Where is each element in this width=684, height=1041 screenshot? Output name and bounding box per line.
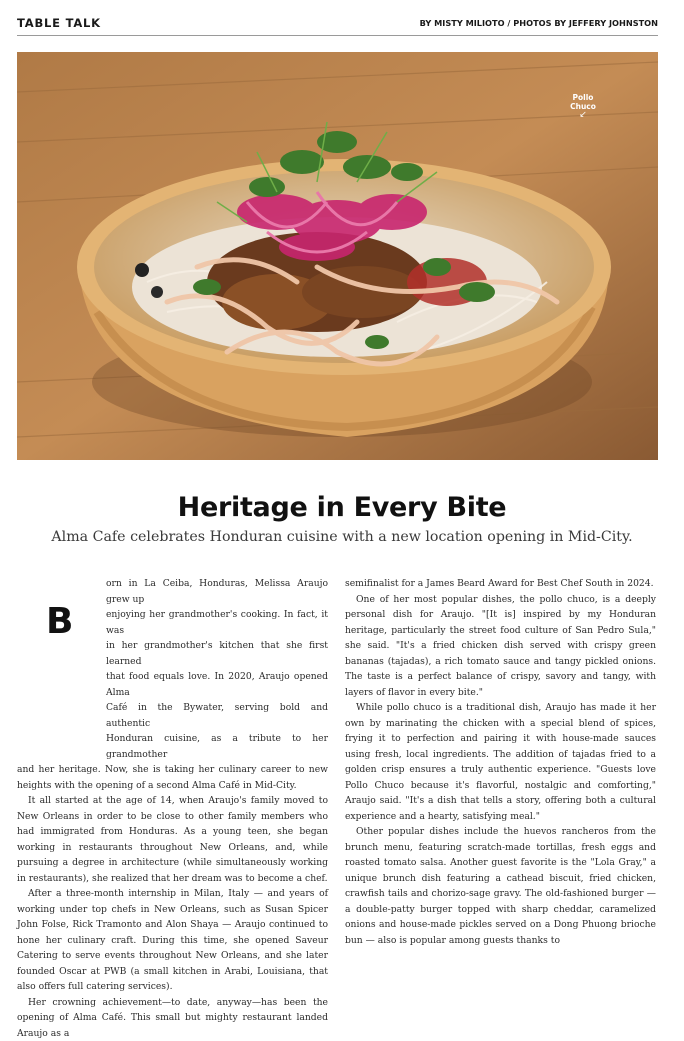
article-deck: Alma Cafe celebrates Honduran cuisine with a new location opening in Mid-City. bbox=[0, 529, 684, 545]
intro-line: in her grandmother's kitchen that she first learned bbox=[106, 638, 328, 669]
drop-cap: B bbox=[46, 604, 73, 640]
article-column-1 bbox=[17, 576, 328, 1041]
page-header bbox=[17, 14, 658, 34]
header-rule bbox=[17, 35, 658, 36]
paragraph: semifinalist for a James Beard Award for Best Chef South in 2024. bbox=[345, 576, 656, 592]
pollo-chuco-bowl-illustration bbox=[17, 52, 658, 460]
byline: BY MISTY MILIOTO / PHOTOS BY JEFFERY JOHNSTON bbox=[420, 18, 658, 28]
intro-line: Café in the Bywater, serving bold and authentic bbox=[106, 700, 328, 731]
section-label: TABLE TALK bbox=[17, 16, 101, 30]
intro-block bbox=[17, 576, 328, 762]
caption-line-1: Pollo bbox=[573, 93, 594, 102]
paragraph: While pollo chuco is a traditional dish, Araujo has made it her own by marinating the chicken with a special blend of spices, frying it to perfection and pairing it with house-made sauces using fresh, local ingredients. The addition of tajadas fried to a golden crisp ensures a truly authentic experience. "Guests love Pollo Chuco because it's flavorful, nostalgic and comforting," Araujo said. "It's a dish that tells a story, offering both a cultural experience and a hearty, satisfying meal." bbox=[345, 700, 656, 824]
paragraph: One of her most popular dishes, the pollo chuco, is a deeply personal dish for Araujo. "[It is] inspired by my Honduran heritage, particularly the street food culture of San Pedro Sula," she said. "It's a fried chicken dish served with crispy green bananas (tajadas), a rich tomato sauce and tangy pickled onions. The taste is a perfect balance of crispy, savory and tangy, with layers of flavor in every bite." bbox=[345, 592, 656, 701]
intro-line: orn in La Ceiba, Honduras, Melissa Araujo grew up bbox=[106, 576, 328, 607]
paragraph: After a three-month internship in Milan, Italy — and years of working under top chefs in New Orleans, such as Susan Spicer John Folse, Rick Tramonto and Alon Shaya — Araujo continued to hone her culinary craft. During this time, she opened Saveur Catering to serve events throughout New Orleans, and she later founded Oscar at PWB (a small kitchen in Arabi, Louisiana, that also offers full catering services). bbox=[17, 886, 328, 995]
article-column-2 bbox=[345, 576, 656, 948]
caption-line-2: Chuco bbox=[570, 102, 596, 111]
food-photo bbox=[17, 52, 658, 460]
intro-line: that food equals love. In 2020, Araujo opened Alma bbox=[106, 669, 328, 700]
photo-caption bbox=[563, 93, 603, 120]
intro-line: Honduran cuisine, as a tribute to her grandmother bbox=[106, 731, 328, 762]
article-headline: Heritage in Every Bite bbox=[0, 492, 684, 523]
paragraph: It all started at the age of 14, when Araujo's family moved to New Orleans in order to be close to other family members who had immigrated from Honduras. As a young teen, she began working in restaurants throughout New Orleans, and, while pursuing a degree in architecture (while simultaneously working in restaurants), she realized that her dream was to become a chef. bbox=[17, 793, 328, 886]
paragraph: Her crowning achievement—to date, anyway—has been the opening of Alma Café. This small but mighty restaurant landed Araujo as a bbox=[17, 995, 328, 1041]
paragraph: Other popular dishes include the huevos rancheros from the brunch menu, featuring scratch-made tortillas, fresh eggs and roasted tomato salsa. Another guest favorite is the "Lola Gray," a unique brunch dish featuring a cathead biscuit, fried chicken, crawfish tails and chorizo-sage gravy. The old-fashioned burger — a double-patty burger topped with sharp cheddar, caramelized onions and house-made pickles served on a Dong Phuong brioche bun — also is popular among guests thanks to bbox=[345, 824, 656, 948]
caption-arrow-icon: ↙ bbox=[563, 111, 603, 120]
intro-line: enjoying her grandmother's cooking. In fact, it was bbox=[106, 607, 328, 638]
paragraph: and her heritage. Now, she is taking her culinary career to new heights with the opening of a second Alma Café in Mid-City. bbox=[17, 762, 328, 793]
